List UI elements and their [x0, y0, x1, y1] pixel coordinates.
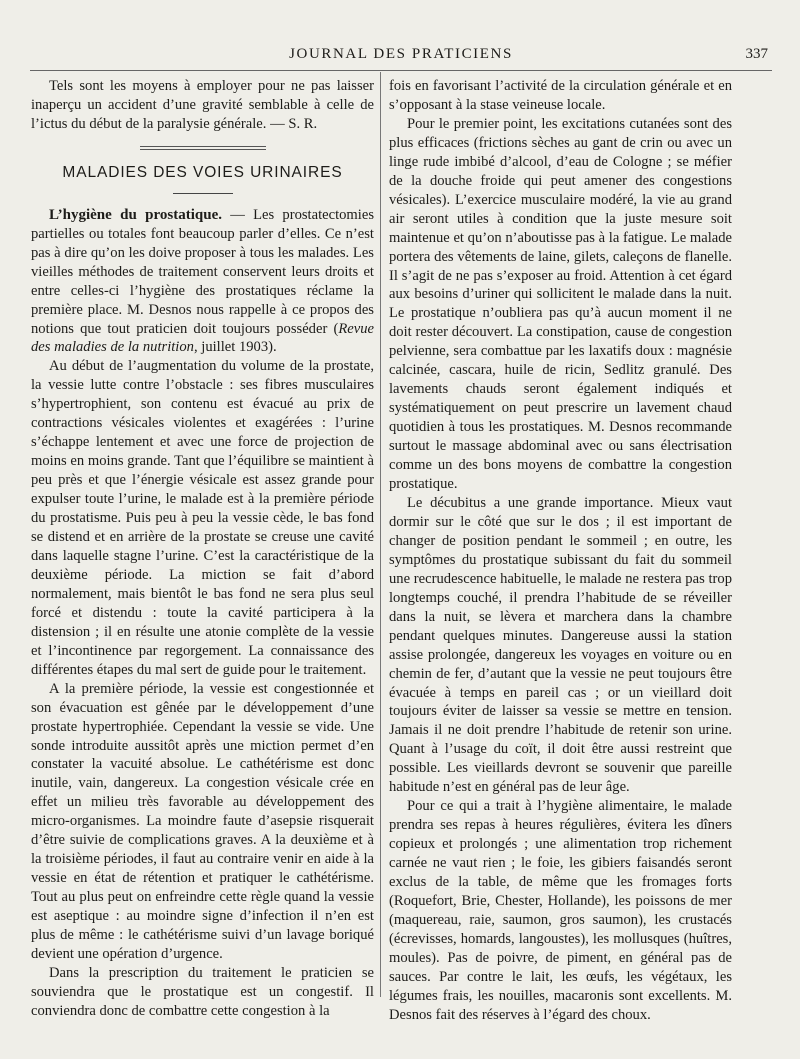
column-divider — [380, 72, 381, 997]
paragraph-diet: Pour ce qui a trait à l’hygiène alimentaire, le malade prendra ses repas à heures régulières, évitera les dîners copieux et prolongés ; une alimentation trop richement carnée ne vaut rien ; le foie, les gibiers faisandés seront exclus de la table, de même que les fromages forts (Roquefort, Brie, Chester, Hollande), les poissons de mer (maquereau, raie, saumon, gros saumon), les crustacés (écrevisses, homards, langoustes), les mollusques (huîtres, moules). Pas de poivre, de piment, en général pas de sauces. Par contre le lait, les œufs, les végétaux, les légumes frais, les nouilles, macaronis sont excellents. M. Desnos fait des réserves à l’égard des choux. — [389, 798, 732, 1023]
continued-paragraph: fois en favorisant l’activité de la circulation générale et en s’opposant à la stase veineuse locale. — [389, 78, 732, 113]
running-head — [30, 42, 772, 66]
article-intro-text: — Les prostatectomies partielles ou totales font beaucoup parler d’elles. Ce n’est pas à dire qu’on les doive proposer à tous les malades. Les vieilles méthodes de traitement conservent leurs droits et entre celles-ci l’hygiène des prostatiques réclame la première place. M. Desnos nous rappelle à ce propos des notions que tout praticien doit toujours posséder ( — [31, 206, 374, 337]
paragraph-decubitus: Le décubitus a une grande importance. Mieux vaut dormir sur le côté que sur le dos ; il est important de changer de position pendant le sommeil ; en outre, les symptômes du prostatique subissant du fait du sommeil une recrudescence habituelle, le malade ne restera pas trop longtemps couché, il prendra l’habitude de se réveiller dans la nuit, se lèvera et marchera dans la chambre pendant quelques minutes. Dangereuse aussi la station assise prolongée, dangereux les voyages en voiture ou en chemin de fer, d’autant que la vessie ne peut toujours être évacuée à temps en pareil cas ; or un vieillard doit toujours éviter de laisser sa vessie se mettre en tension. Jamais il ne doit prendre l’habitude de retenir son urine. Quant à l’usage du coït, il doit être aussi restreint que possible. Les vieillards devront se souvenir que pareille habitude n’est en général pas de leur âge. — [389, 494, 732, 796]
paragraph-treatment: Dans la prescription du traitement le praticien se souviendra que le prostatique est un congestif. Il conviendra donc de combattre cette congestion à la — [31, 964, 374, 1019]
journal-title: JOURNAL DES PRATICIENS — [289, 46, 513, 62]
right-column — [389, 77, 732, 1025]
section-heading: MALADIES DES VOIES URINAIRES — [62, 163, 343, 181]
left-column — [31, 77, 374, 1021]
citation-end: , juillet 1903). — [193, 339, 277, 356]
paragraph-first-period: A la première période, la vessie est congestionnée et son évacuation est gênée par le développement d’une prostate hypertrophiée. Cependant la vessie se vide. Une sonde introduite aussitôt après une miction permet d’en constater la vacuité absolue. Le cathétérisme est donc inutile, vain, dangereux. La congestion vésicale crée en effet un milieu très favorable au développement des micro-organismes. La moindre faute d’asepsie risquerait d’être suivie de complications graves. A la deuxième et à la troisième périodes, il faut au contraire venir en aide à la vessie en état de rétention et pratiquer le cathétérisme. Tout au plus peut on enfreindre cette règle quand la vessie est aseptique : au moindre signe d’infection il n’en est plus de même : le cathétérisme suivi d’un lavage boriqué devient une opération d’urgence. — [31, 680, 374, 962]
heading-rule — [173, 193, 233, 194]
paragraph-general-hygiene: Pour le premier point, les excitations cutanées sont des plus efficaces (frictions sèches au gant de crin ou avec un linge rude imbibé d’alcool, d’eau de Cologne ; se méfier de la douche froide qui peut amener des congestions vésicales). L’exercice musculaire modéré, la vie au grand air seront utiles à condition que la juste mesure soit maintenue et qu’on n’aboutisse pas à la fatigue. Le malade portera des vêtements de laine, gilets, caleçons de flanelle. Il s’agit de ne pas s’exposer au froid. Attention à cet égard aux besoins d’uriner qui sollicitent le malade dans la nuit. Le prostatique n’oubliera pas qu’à aucun moment il ne doit rester découvert. La constipation, cause de congestion pelvienne, sera combattue par les laxatifs doux : magnésie calcinée, cascara, huile de ricin, Sedlitz granulé. Des lavements chauds seront également indiqués et systématiquement on peut prescrire un lavement chaud quotidien à tous les prostatiques. M. Desnos recommande surtout le massage abdominal avec ou sans électrisation comme un des bons moyens de combattre la congestion prostatique. — [389, 115, 732, 493]
article-intro-paragraph — [31, 206, 374, 358]
section-rule — [140, 146, 266, 150]
paragraph-prostatism-stages: Au début de l’augmentation du volume de la prostate, la vessie lutte contre l’obstacle : ses fibres musculaires s’hypertrophient, son contenu est évacué au prix de contractions vésicales violentes et exagérées : l’urine s’échappe lentement et avec une force de projection de moins en moins grande. Tant que l’équilibre se maintient à peu près et que l’énergie vésicale est assez grande pour expulser toute l’urine, le malade est à la première période du prostatisme. Puis peu à peu la vessie cède, le bas fond se distend et en arrière de la prostate se creuse une cavité dans laquelle stagne l’urine. C’est la caractéristique de la deuxième période. La miction se fait d’abord normalement, mais bientôt le bas fond ne sera plus seul forcé et distendu : toute la cavité participera à la distension ; il en résulte une atonie complète de la vessie et l’incontinence par regorgement. La connaissance des différentes étapes du mal sert de guide pour le traitement. — [31, 358, 374, 678]
page-number: 337 — [745, 46, 768, 62]
source-citation: Revue des maladies de la nutrition — [31, 320, 374, 356]
article-title: L’hygiène du prostatique. — [49, 206, 222, 223]
closing-paragraph: Tels sont les moyens à employer pour ne pas laisser inaperçu un accident d’une gravité semblable à celle de l’ictus du début de la paralysie générale. — S. R. — [31, 78, 374, 132]
header-rule — [30, 70, 772, 71]
